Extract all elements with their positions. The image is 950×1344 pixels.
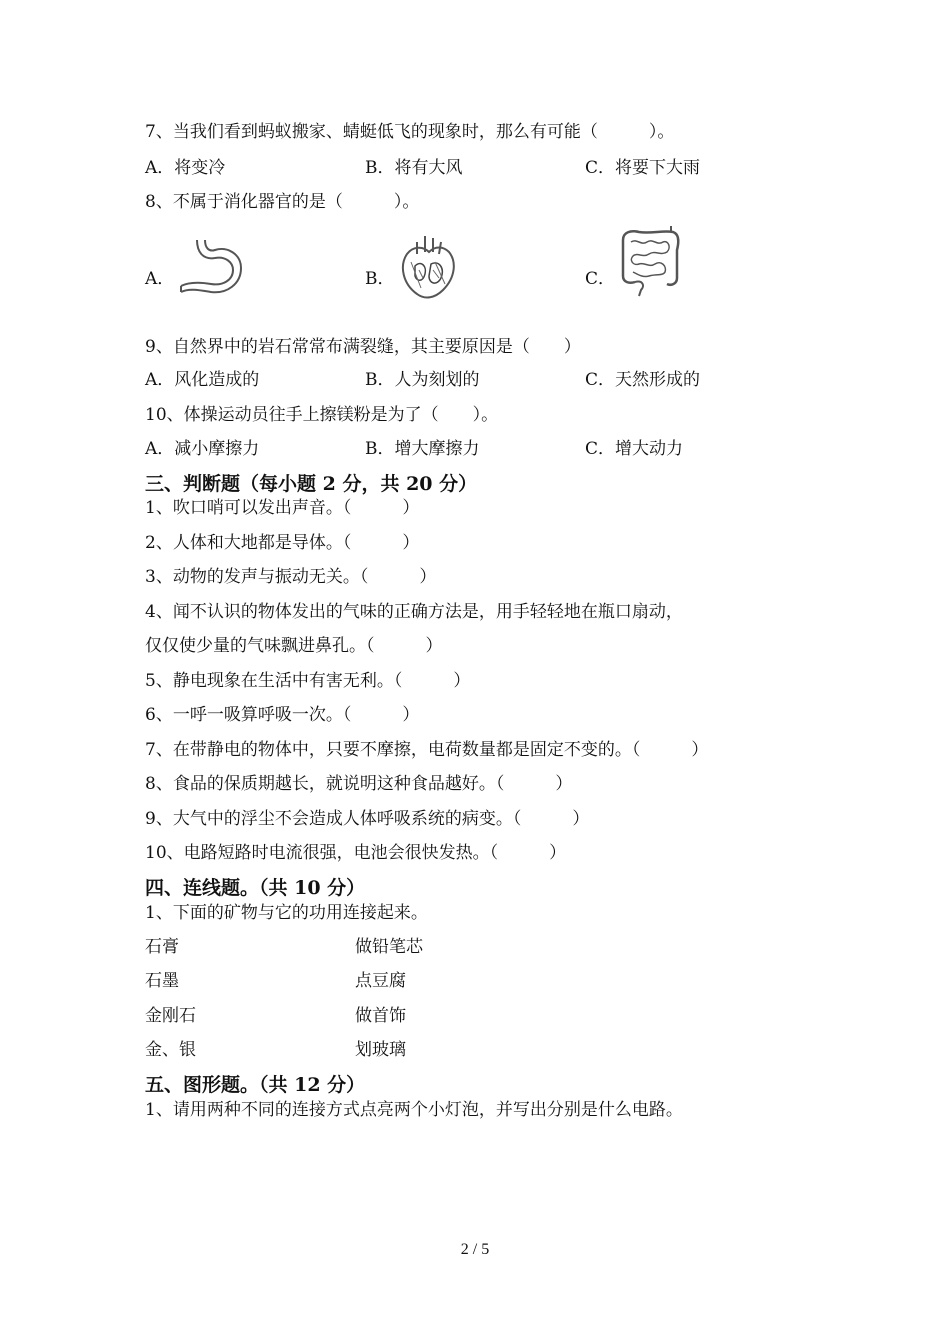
judge-item: 1、吹口哨可以发出声音。（ ） <box>145 498 420 518</box>
q10-text: 10、体操运动员往手上擦镁粉是为了（ ）。 <box>145 405 499 425</box>
section5-title: 五、图形题。（共 12 分） <box>145 1074 366 1096</box>
mineral-item: 石膏 <box>145 937 179 957</box>
q7-option-c: C．将要下大雨 <box>585 158 701 178</box>
q8-text: 8、不属于消化器官的是（ ）。 <box>145 192 420 212</box>
q7-text: 7、当我们看到蚂蚁搬家、蜻蜓低飞的现象时，那么有可能（ ）。 <box>145 122 675 142</box>
judge-item: 7、在带静电的物体中，只要不摩擦，电荷数量都是固定不变的。（ ） <box>145 740 709 760</box>
q7-option-b: B．将有大风 <box>365 158 463 178</box>
q10-option-a: A．减小摩擦力 <box>145 439 260 459</box>
mineral-item: 金、银 <box>145 1040 196 1060</box>
judge-item: 3、动物的发声与振动无关。（ ） <box>145 567 437 587</box>
use-item: 点豆腐 <box>355 971 406 991</box>
q8-option-b-label: B． <box>365 269 395 289</box>
q9-option-c: C．天然形成的 <box>585 370 701 390</box>
q8-option-a <box>145 226 255 316</box>
stomach-icon <box>175 236 247 298</box>
judge-item: 5、静电现象在生活中有害无利。（ ） <box>145 671 471 691</box>
section3-title: 三、判断题（每小题 2 分，共 20 分） <box>145 473 478 495</box>
judge-item: 2、人体和大地都是导体。（ ） <box>145 533 420 553</box>
mineral-item: 金刚石 <box>145 1006 196 1026</box>
q9-text: 9、自然界中的岩石常常布满裂缝，其主要原因是（ ） <box>145 337 581 357</box>
mineral-item: 石墨 <box>145 971 179 991</box>
q7-option-a: A．将变冷 <box>145 158 226 178</box>
judge-item: 4、闻不认识的物体发出的气味的正确方法是，用手轻轻地在瓶口扇动， <box>145 602 683 622</box>
use-item: 做首饰 <box>355 1006 406 1026</box>
q8-option-a-label: A． <box>145 269 175 289</box>
q10-option-b: B．增大摩擦力 <box>365 439 480 459</box>
judge-item: 6、一呼一吸算呼吸一次。（ ） <box>145 705 420 725</box>
q10-option-c: C．增大动力 <box>585 439 684 459</box>
page-number: 2 / 5 <box>460 1241 490 1258</box>
section5-question: 1、请用两种不同的连接方式点亮两个小灯泡，并写出分别是什么电路。 <box>145 1100 683 1120</box>
use-item: 做铅笔芯 <box>355 937 423 957</box>
q8-option-b <box>365 226 475 316</box>
judge-item: 10、电路短路时电流很强，电池会很快发热。（ ） <box>145 843 567 863</box>
q8-option-c-label: C． <box>585 269 616 289</box>
q8-option-c <box>585 226 695 316</box>
judge-item: 9、大气中的浮尘不会造成人体呼吸系统的病变。（ ） <box>145 809 590 829</box>
judge-item: 8、食品的保质期越长，就说明这种食品越好。（ ） <box>145 774 573 794</box>
q9-option-b: B．人为刻划的 <box>365 370 480 390</box>
q9-option-a: A．风化造成的 <box>145 370 260 390</box>
section4-question: 1、下面的矿物与它的功用连接起来。 <box>145 903 428 923</box>
intestine-icon <box>615 222 685 298</box>
use-item: 划玻璃 <box>355 1040 406 1060</box>
section4-title: 四、连线题。（共 10 分） <box>145 877 366 899</box>
judge-item-continued: 仅仅使少量的气味飘进鼻孔。（ ） <box>145 636 443 656</box>
heart-icon <box>395 232 461 302</box>
